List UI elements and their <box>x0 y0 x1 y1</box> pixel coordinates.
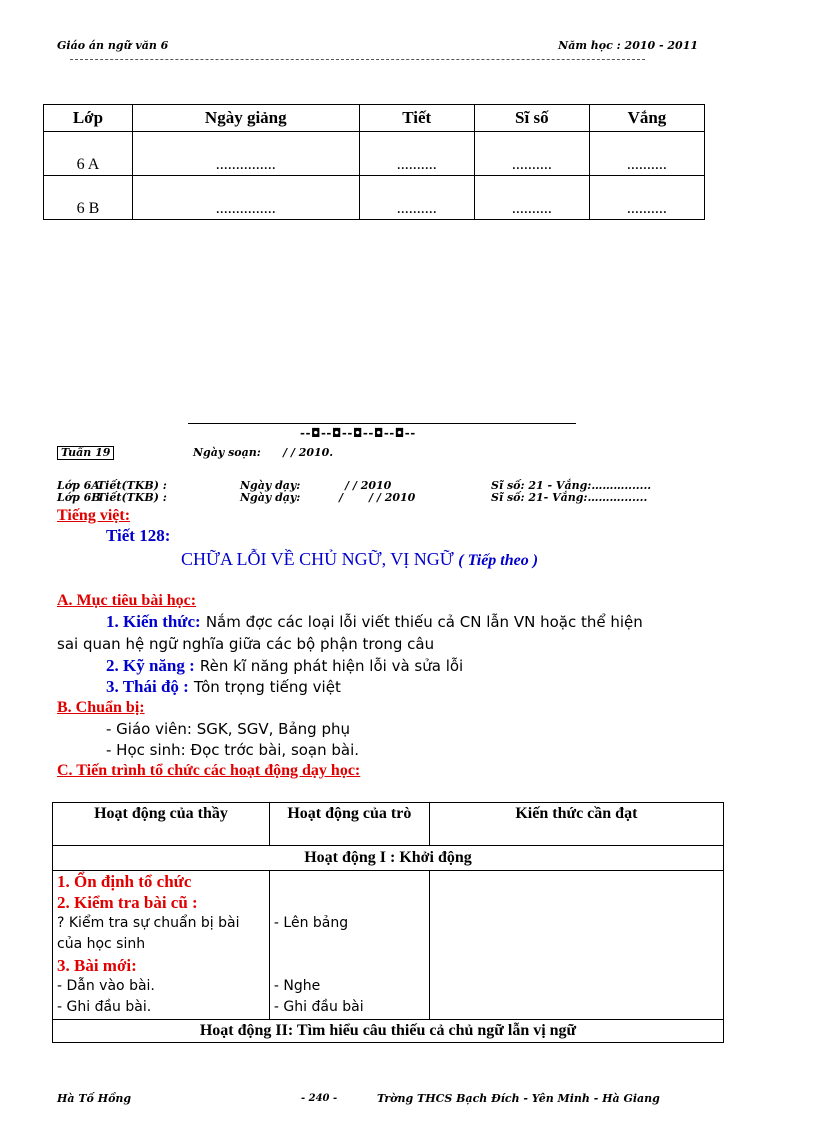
lesson-title-text: CHỮA LỖI VỀ CHỦ NGỮ, VỊ NGỮ <box>181 549 454 569</box>
header-right: Năm học : 2010 - 2011 <box>558 39 698 52</box>
section-b-title: B. Chuẩn bị: <box>57 699 145 716</box>
col-header-student: Hoạt động của trò <box>269 803 429 846</box>
week-box: Tuần 19 <box>57 446 114 460</box>
period-label: Tiết(TKB) : <box>97 479 167 492</box>
step-1: 1. Ổn định tổ chức <box>57 872 192 891</box>
teacher-cell <box>53 871 270 1020</box>
teach-date: / / 2010 <box>345 479 392 492</box>
prep-student: - Học sinh: Đọc trớc bài, soạn bài. <box>106 741 360 759</box>
table-row <box>44 132 705 176</box>
table-header-row <box>44 105 705 132</box>
header-left: Giáo án ngữ văn 6 <box>57 39 169 52</box>
prep-date-label: Ngày soạn: <box>193 446 261 459</box>
student-cell <box>269 871 429 1020</box>
col-header: Ngày giảng <box>132 105 359 132</box>
activity-2-heading: Hoạt động II: Tìm hiểu câu thiếu cả chủ ngữ lẫn vị ngữ <box>53 1020 724 1043</box>
cell-count: .......... <box>474 132 589 176</box>
cell-class: 6 A <box>44 132 133 176</box>
cell-date: ............... <box>132 176 359 220</box>
cell-absent: .......... <box>589 132 704 176</box>
footer-page-number: - 240 - <box>301 1093 338 1104</box>
attendance: Sĩ số: 21- Vắng:………....... <box>491 491 648 504</box>
table-row <box>53 871 724 1020</box>
period-label: Tiết(TKB) : <box>97 491 167 504</box>
step-3: 3. Bài mới: <box>57 956 137 975</box>
cell-period: .......... <box>359 132 474 176</box>
objective-knowledge-cont: sai quan hệ ngữ nghĩa giữa các bộ phận trong câu <box>57 635 435 653</box>
student-line: - Lên bảng <box>273 915 349 931</box>
cell-count: .......... <box>474 176 589 220</box>
objective-attitude <box>106 677 341 697</box>
teach-date-slash: / <box>339 491 344 504</box>
lesson-title <box>181 549 538 570</box>
prep-date-value: / / 2010. <box>283 446 334 459</box>
col-header: Lớp <box>44 105 133 132</box>
footer-author: Hà Tố Hồng <box>57 1092 132 1105</box>
teacher-line: - Dẫn vào bài. <box>57 978 155 994</box>
cell-period: .......... <box>359 176 474 220</box>
student-line: - Ghi đầu bài <box>273 999 364 1015</box>
teach-date-label: Ngày dạy: <box>240 479 301 492</box>
table-row <box>53 846 724 871</box>
table-row <box>44 176 705 220</box>
class-name: Lớp 6B <box>57 491 101 504</box>
step-2: 2. Kiểm tra bài cũ : <box>57 893 198 912</box>
objective-text: Rèn kĩ năng phát hiện lỗi và sửa lỗi <box>199 657 464 675</box>
col-header: Tiết <box>359 105 474 132</box>
table-header-row <box>53 803 724 846</box>
objective-skill <box>106 656 463 676</box>
footer-school: Trờng THCS Bạch Đích - Yên Minh - Hà Giang <box>377 1092 660 1105</box>
section-divider <box>188 423 576 424</box>
objective-text: Tôn trọng tiếng việt <box>193 678 341 696</box>
table-row <box>53 1020 724 1043</box>
class-name: Lớp 6A <box>57 479 100 492</box>
teacher-line: - Ghi đầu bài. <box>57 999 152 1015</box>
period-heading: Tiết 128: <box>106 526 171 545</box>
teach-date: / / 2010 <box>369 491 416 504</box>
cell-class: 6 B <box>44 176 133 220</box>
objective-label: 3. Thái độ : <box>106 677 189 696</box>
cell-date: ............... <box>132 132 359 176</box>
col-header: Vắng <box>589 105 704 132</box>
prep-teacher: - Giáo viên: SGK, SGV, Bảng phụ <box>106 720 350 738</box>
lesson-subtitle: ( Tiếp theo ) <box>458 552 539 569</box>
ornament: --◘--◘--◘--◘--◘-- <box>300 426 416 440</box>
objective-text: Nắm đợc các loại lỗi viết thiếu cả CN lẫn VN hoặc thể hiện <box>205 613 643 631</box>
activity-table <box>52 802 724 1043</box>
col-header-knowledge: Kiến thức cần đạt <box>429 803 723 846</box>
teacher-line: của học sinh <box>57 936 146 952</box>
objective-knowledge <box>106 612 643 632</box>
section-a-title: A. Mục tiêu bài học: <box>57 592 197 609</box>
header-divider <box>70 59 645 60</box>
teacher-line: ? Kiểm tra sự chuẩn bị bài <box>57 915 240 931</box>
col-header: Sĩ số <box>474 105 589 132</box>
cell-absent: .......... <box>589 176 704 220</box>
objective-label: 1. Kiến thức: <box>106 612 201 631</box>
section-c-title: C. Tiến trình tổ chức các hoạt động dạy học: <box>57 762 361 779</box>
class-schedule-table <box>43 104 705 220</box>
col-header-teacher: Hoạt động của thầy <box>53 803 270 846</box>
student-line: - Nghe <box>273 978 321 994</box>
activity-1-heading: Hoạt động I : Khởi động <box>53 846 724 871</box>
subject-heading: Tiếng việt: <box>57 507 131 524</box>
attendance: Sĩ số: 21 - Vắng:………....... <box>491 479 652 492</box>
knowledge-cell <box>429 871 723 1020</box>
teach-date-label: Ngày dạy: <box>240 491 301 504</box>
objective-label: 2. Kỹ năng : <box>106 656 195 675</box>
